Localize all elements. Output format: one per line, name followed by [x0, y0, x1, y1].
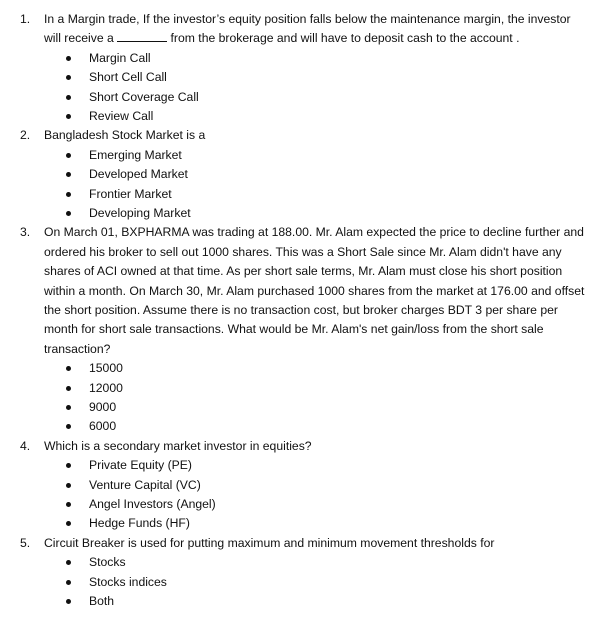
option-label: Developing Market [89, 205, 191, 220]
bullet-icon [66, 560, 71, 565]
option-label: Review Call [89, 108, 154, 123]
option-label: Short Coverage Call [89, 89, 199, 104]
bullet-icon [66, 211, 71, 216]
option-list [0, 146, 600, 224]
option-item [0, 573, 600, 592]
option-item [0, 88, 600, 107]
option-label: Developed Market [89, 167, 188, 182]
option-list [0, 359, 600, 437]
option-list [0, 49, 600, 127]
option-item [0, 495, 600, 514]
question-stem [0, 126, 600, 145]
option-label: Venture Capital (VC) [89, 477, 201, 492]
option-label: Margin Call [89, 50, 151, 65]
question-number: 4. [20, 438, 31, 453]
option-label: Both [89, 593, 115, 608]
option-label: 9000 [89, 399, 117, 414]
question-text: Bangladesh Stock Market is a [44, 128, 206, 143]
option-label: Hedge Funds (HF) [89, 516, 190, 531]
option-item [0, 417, 600, 436]
bullet-icon [66, 95, 71, 100]
option-item [0, 49, 600, 68]
option-label: Short Cell Call [89, 70, 167, 85]
question-4 [0, 437, 600, 534]
option-item [0, 107, 600, 126]
option-item [0, 68, 600, 87]
option-label: Stocks [89, 555, 126, 570]
bullet-icon [66, 366, 71, 371]
fill-in-blank [117, 29, 167, 42]
bullet-icon [66, 463, 71, 468]
bullet-icon [66, 172, 71, 177]
bullet-icon [66, 502, 71, 507]
bullet-icon [66, 75, 71, 80]
option-item [0, 379, 600, 398]
question-stem [0, 223, 600, 359]
question-number: 1. [20, 12, 31, 26]
question-number: 2. [20, 128, 31, 143]
option-label: Frontier Market [89, 186, 172, 201]
option-item [0, 165, 600, 184]
option-item [0, 185, 600, 204]
question-number: 5. [20, 535, 31, 550]
option-item [0, 456, 600, 475]
option-list [0, 456, 600, 534]
question-text-continued: from the brokerage and will have to deposit cash to the account . [170, 31, 520, 46]
question-stem [0, 534, 600, 553]
bullet-icon [66, 114, 71, 119]
question-1 [0, 10, 600, 126]
document-body [0, 10, 600, 611]
bullet-icon [66, 405, 71, 410]
question-text: Circuit Breaker is used for putting maximum and minimum movement thresholds for [44, 535, 495, 550]
option-item [0, 204, 600, 223]
question-3 [0, 223, 600, 436]
option-label: Stocks indices [89, 574, 167, 589]
bullet-icon [66, 424, 71, 429]
bullet-icon [66, 386, 71, 391]
question-text: Which is a secondary market investor in equities? [44, 438, 312, 453]
question-number: 3. [20, 225, 31, 240]
option-label: 12000 [89, 380, 123, 395]
question-stem [0, 437, 600, 456]
option-item [0, 146, 600, 165]
option-item [0, 514, 600, 533]
option-label: Emerging Market [89, 147, 182, 162]
bullet-icon [66, 599, 71, 604]
bullet-icon [66, 192, 71, 197]
option-label: 6000 [89, 419, 117, 434]
bullet-icon [66, 56, 71, 61]
question-text: On March 01, BXPHARMA was trading at 188.00. Mr. Alam expected the price to decline further and ordered his broker to sell out 1000 shares. This was a Short Sale since Mr. Alam didn't have any shares of ACI owned at that time. As per short sale terms, Mr. Alam must close his short position within a month. On March 30, Mr. Alam purchased 1000 shares from the market at 176.00 and offset the short position. Assume there is no transaction cost, but broker charges BDT 3 per share per month for short sale transactions. What would be Mr. Alam's net gain/loss from the short sale transaction? [44, 225, 585, 356]
question-text: In a Margin trade, If the investor’s equity position falls below the maintenance margin, the investor will receive a [44, 12, 571, 46]
option-item [0, 398, 600, 417]
option-list [0, 553, 600, 611]
option-item [0, 553, 600, 572]
option-item [0, 359, 600, 378]
question-5 [0, 534, 600, 612]
option-label: Private Equity (PE) [89, 458, 192, 473]
bullet-icon [66, 483, 71, 488]
bullet-icon [66, 521, 71, 526]
option-item [0, 476, 600, 495]
bullet-icon [66, 580, 71, 585]
option-label: Angel Investors (Angel) [89, 496, 216, 511]
question-2 [0, 126, 600, 223]
question-stem [0, 10, 600, 49]
bullet-icon [66, 153, 71, 158]
option-label: 15000 [89, 361, 123, 376]
option-item [0, 592, 600, 611]
